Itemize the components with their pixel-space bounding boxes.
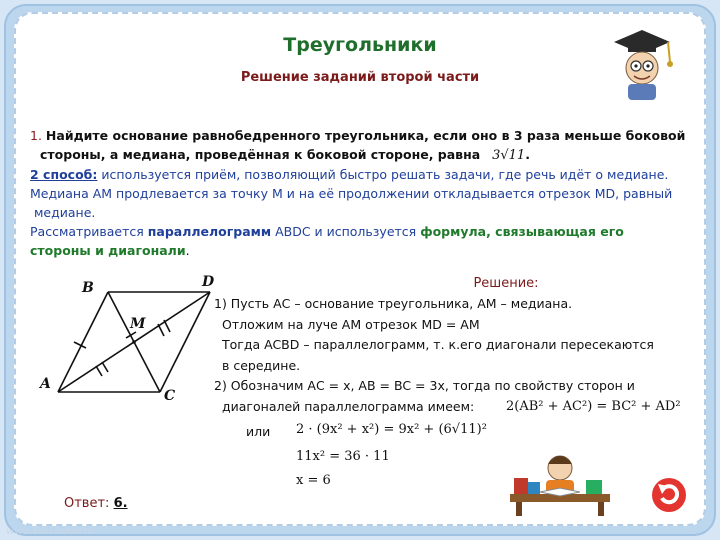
method-line-2: Медиана АМ продлевается за точку М и на её продолжении откладывается отрезок MD, равный — [30, 186, 673, 201]
solution-step-4: в середине. — [222, 357, 301, 373]
segment-dc — [160, 292, 210, 392]
task-statement — [30, 126, 700, 260]
solution-step-6: диагоналей параллелограмма имеем: — [222, 398, 475, 414]
method-line-4a: Рассматривается — [30, 224, 148, 239]
formula-parallelogram: 2(AB² + AC²) = BC² + AD² — [506, 399, 681, 414]
median-value: 3√11 — [492, 148, 526, 163]
answer-label: Ответ: — [64, 496, 110, 511]
label-m: M — [130, 316, 146, 332]
method-line-5-end: . — [185, 243, 190, 258]
keyword-sides-diagonals: стороны и диагонали — [30, 243, 186, 258]
solution-heading: Решение: — [473, 276, 539, 291]
watermark: www.Edu.Avtor.ru — [6, 526, 95, 537]
method-line-4c: ABDC и используется — [271, 224, 421, 239]
return-arrow-button[interactable] — [650, 476, 688, 514]
page-subtitle: Решение заданий второй части — [240, 70, 480, 85]
or-label: или — [246, 424, 271, 439]
method-label: 2 способ: — [30, 167, 98, 182]
label-b: B — [82, 280, 94, 296]
formula-substitution: 2 · (9x² + x²) = 9x² + (6√11)² — [296, 422, 487, 437]
solution-step-1: 1) Пусть АС – основание треугольника, АМ – медиана. — [214, 296, 573, 311]
segment-ab — [58, 292, 108, 392]
task-number: 1. — [30, 128, 42, 143]
method-text: используется приём, позволяющий быстро решать задачи, где речь идёт о медиане. — [97, 167, 669, 182]
label-a: A — [40, 376, 51, 392]
keyword-parallelogram: параллелограмм — [147, 224, 272, 239]
formula-result: x = 6 — [296, 473, 331, 488]
label-d: D — [202, 274, 215, 290]
answer — [64, 496, 128, 511]
method-line — [30, 165, 700, 184]
answer-value: 6. — [113, 496, 128, 511]
parallelogram-figure — [34, 270, 224, 410]
task-line-2 — [30, 145, 700, 165]
keyword-formula: формула, связывающая его — [420, 224, 624, 239]
studying-student-icon — [500, 444, 620, 518]
solution-step-3: Тогда ACBD – параллелограмм, т. к.его диагонали пересекаются — [222, 337, 654, 352]
solution-step-2: Отложим на луче АМ отрезок MD = AM — [222, 316, 480, 332]
label-c: C — [164, 388, 176, 404]
method-line-3: медиане. — [34, 205, 96, 220]
task-text-2: стороны, а медиана, проведённая к боковой стороне, равна — [40, 147, 481, 162]
formula-simplified: 11x² = 36 · 11 — [296, 449, 390, 464]
page-title: Треугольники — [283, 34, 437, 56]
solution-step-5: 2) Обозначим АС = x, AB = BC = 3x, тогда по свойству сторон и — [214, 378, 635, 393]
task-text-1: Найдите основание равнобедренного треугольника, если оно в 3 раза меньше боковой — [45, 128, 686, 143]
task-text-2-end: . — [525, 147, 530, 162]
method-line-5 — [30, 241, 700, 260]
task-line-1 — [30, 126, 700, 145]
method-line-4 — [30, 222, 700, 241]
